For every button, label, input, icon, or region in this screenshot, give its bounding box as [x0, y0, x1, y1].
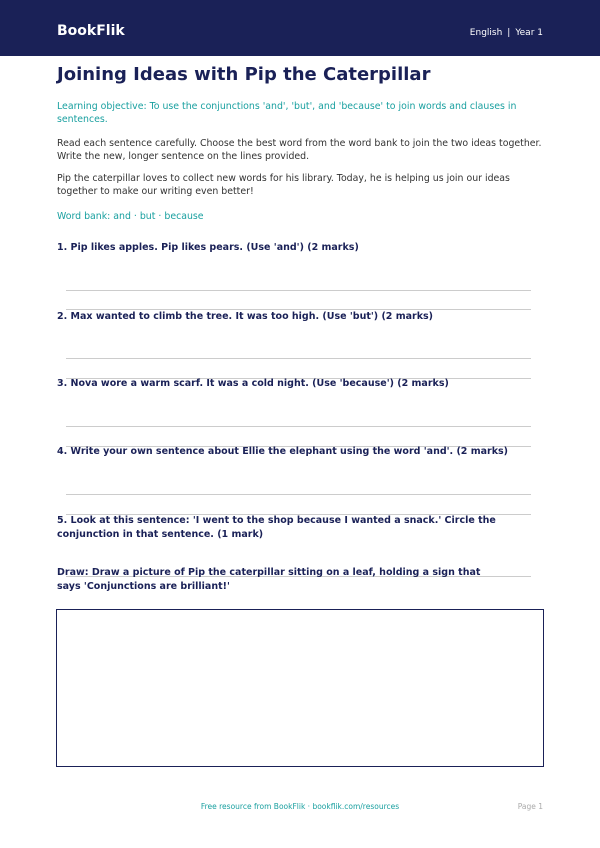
- brand-logo[interactable]: BookFlik: [57, 23, 125, 39]
- question-2: 2. Max wanted to climb the tree. It was too high. (Use 'but') (2 marks): [57, 311, 434, 322]
- page-title: Joining Ideas with Pip the Caterpillar: [57, 64, 431, 85]
- draw-prompt: Draw: Draw a picture of Pip the caterpillar sitting on a leaf, holding a sign that says 'Conjunctions are brilliant!': [57, 567, 481, 592]
- learning-objective: Learning objective: To use the conjunctions 'and', 'but', and 'because' to join words and clauses in sentences.: [57, 101, 517, 125]
- answer-line[interactable]: [66, 426, 531, 427]
- answer-line[interactable]: [66, 290, 531, 291]
- question-3: 3. Nova wore a warm scarf. It was a cold night. (Use 'because') (2 marks): [57, 378, 449, 389]
- intro-text: Pip the caterpillar loves to collect new words for his library. Today, he is helping us join our ideas together to make our writing even better!: [57, 173, 510, 197]
- page-number: Page 1: [517, 802, 543, 811]
- word-bank: Word bank: and · but · because: [57, 211, 204, 222]
- answer-line[interactable]: [66, 494, 531, 495]
- year-label[interactable]: Year 1: [515, 28, 543, 38]
- breadcrumb: [470, 28, 543, 38]
- question-4: 4. Write your own sentence about Ellie the elephant using the word 'and'. (2 marks): [57, 446, 509, 457]
- breadcrumb-separator: |: [507, 28, 511, 38]
- header-bar: [0, 0, 600, 56]
- footer-link[interactable]: Free resource from BookFlik · bookflik.com/resources: [200, 802, 400, 811]
- instructions: Read each sentence carefully. Choose the best word from the word bank to join the two ideas together. Write the new, longer sentence on the lines provided.: [57, 138, 542, 162]
- answer-line[interactable]: [66, 358, 531, 359]
- drawing-area[interactable]: [56, 609, 544, 767]
- subject-label[interactable]: English: [469, 28, 503, 38]
- question-5: 5. Look at this sentence: 'I went to the shop because I wanted a snack.' Circle the conjunction in that sentence. (1 mark): [57, 515, 496, 540]
- question-1: 1. Pip likes apples. Pip likes pears. (Use 'and') (2 marks): [57, 242, 359, 253]
